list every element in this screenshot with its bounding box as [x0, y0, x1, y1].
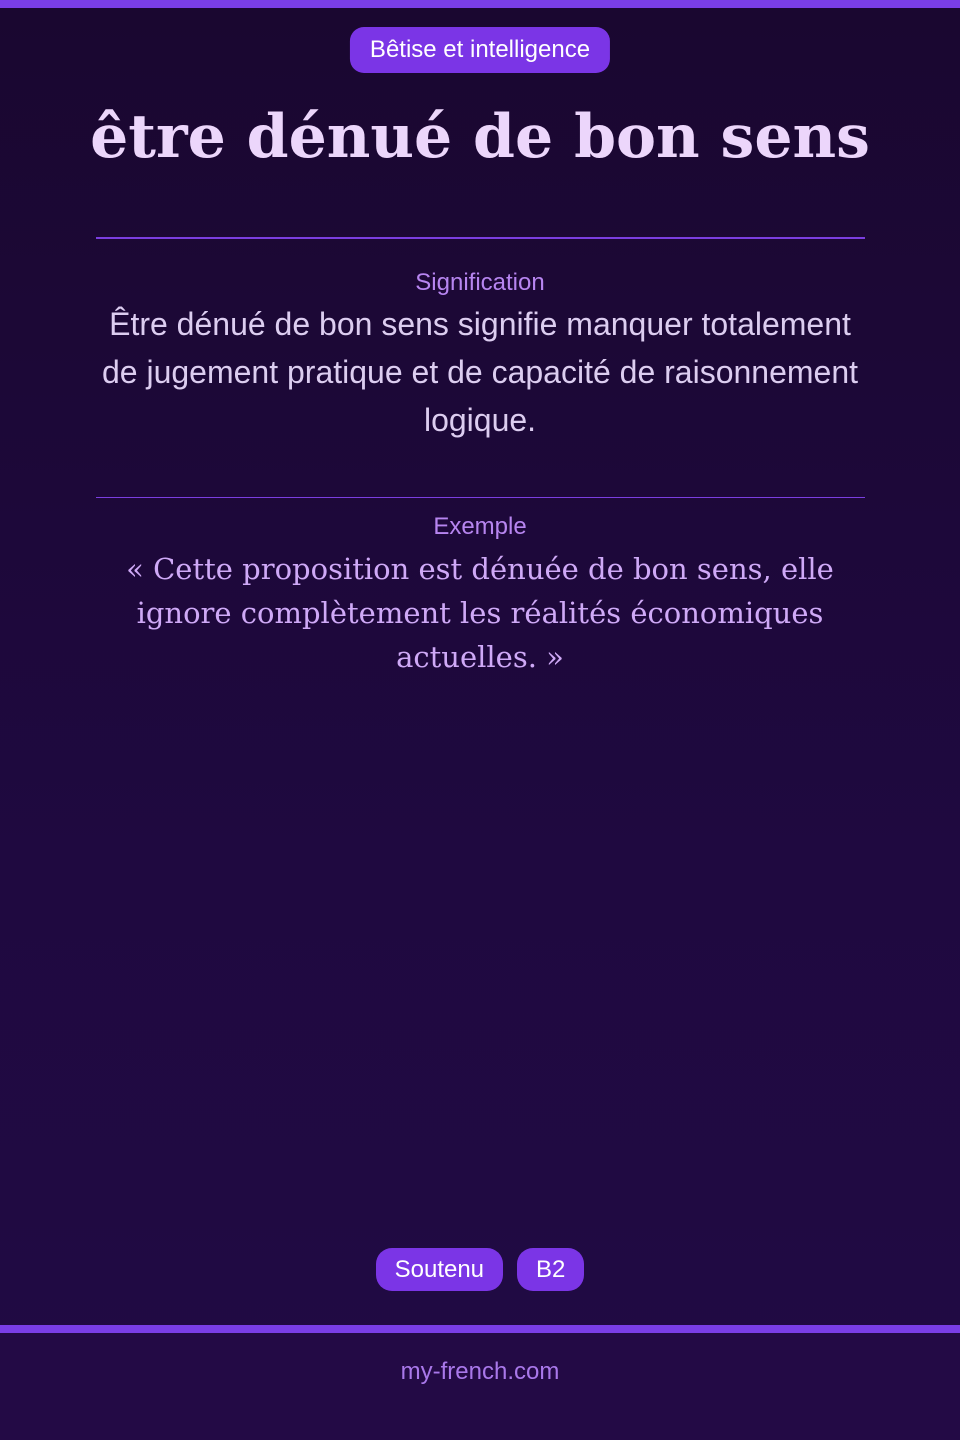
- register-tag: Soutenu: [376, 1248, 503, 1291]
- category-badge: Bêtise et intelligence: [350, 27, 610, 73]
- meaning-label: Signification: [415, 269, 545, 296]
- example-quote: « Cette proposition est dénuée de bon sens, elle ignore complètement les réalités économiques actuelles. »: [126, 552, 834, 674]
- tag-list: [0, 1248, 960, 1291]
- meaning-text: Être dénué de bon sens signifie manquer totalement de jugement pratique et de capacité de raisonnement logique.: [101, 306, 859, 438]
- divider-top: [96, 237, 865, 239]
- top-accent-bar: [0, 0, 960, 8]
- expression-title: être dénué de bon sens: [90, 102, 870, 172]
- divider-middle: [96, 497, 865, 498]
- bottom-accent-bar: [0, 1325, 960, 1333]
- level-tag: B2: [517, 1248, 584, 1291]
- footer-site-link[interactable]: my-french.com: [400, 1358, 560, 1385]
- example-label: Exemple: [433, 513, 527, 540]
